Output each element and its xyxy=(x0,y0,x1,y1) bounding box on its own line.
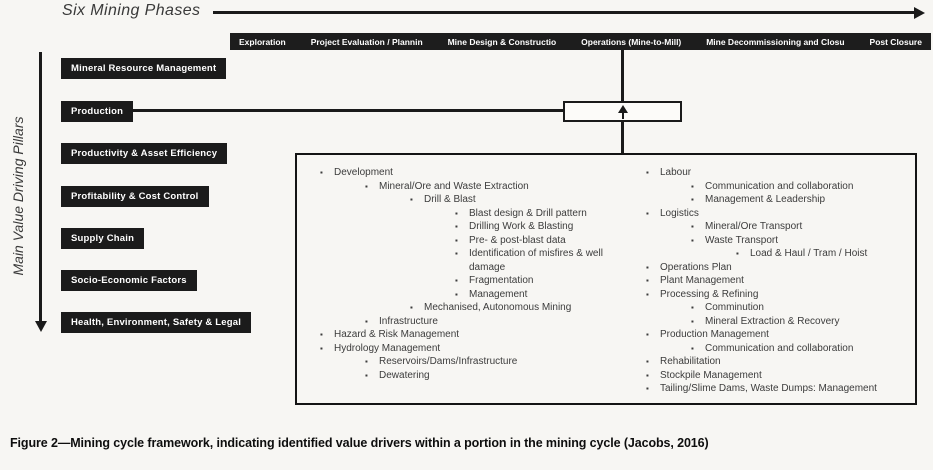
phases-axis-arrow-line xyxy=(213,11,916,14)
list-item: ▪ Infrastructure xyxy=(364,315,621,329)
sublist xyxy=(660,180,909,207)
sublist xyxy=(379,193,621,315)
list-item: ▪ Logistics ▪ Mineral/Ore Transport ▪ Waste Transport ▪ Load & Haul / Tram / Hoist xyxy=(645,207,909,261)
value-drivers-box xyxy=(295,153,917,405)
phase-project-evaluation-planning: Project Evaluation / Plannin xyxy=(310,36,423,47)
list-item: ▪ Communication and collaboration xyxy=(690,342,909,356)
arrow-up-icon xyxy=(618,105,628,113)
list-item: ▪ Hydrology Management ▪ Reservoirs/Dams/Infrastructure ▪ Dewatering xyxy=(319,342,621,383)
phase-operations-mine-to-mill: Operations (Mine-to-Mill) xyxy=(581,36,682,47)
list-item: ▪ Mineral Extraction & Recovery xyxy=(690,315,909,329)
list-item: ▪ Rehabilitation xyxy=(645,355,909,369)
list-item: ▪ Drilling Work & Blasting xyxy=(454,220,621,234)
list-item: ▪ Management xyxy=(454,288,621,302)
list-item: ▪ Development ▪ Mineral/Ore and Waste Extraction ▪ Drill & Blast ▪ Blast design & Drill pattern ▪ Drilling Work & Blasting ▪ Pre- & post-blast data ▪ Identification of misfires & well damage ▪ Fragmentation ▪ Management ▪ Mechanised, Autonomous Mining ▪ Infrastructure xyxy=(319,166,621,328)
pillars-axis-title: Main Value Driving Pillars xyxy=(10,116,26,276)
sublist xyxy=(424,207,621,302)
list-item: ▪ Mechanised, Autonomous Mining xyxy=(409,301,621,315)
pillar-profitability-cost-control: Profitability & Cost Control xyxy=(61,186,209,207)
pillar-productivity-asset-efficiency: Productivity & Asset Efficiency xyxy=(61,143,227,164)
sublist xyxy=(660,342,909,356)
list-item: ▪ Production Management ▪ Communication and collaboration xyxy=(645,328,909,355)
list-item: ▪ Dewatering xyxy=(364,369,621,383)
list-item: ▪ Load & Haul / Tram / Hoist xyxy=(735,247,909,261)
list-item: ▪ Processing & Refining ▪ Comminution ▪ Mineral Extraction & Recovery xyxy=(645,288,909,329)
phase-exploration: Exploration xyxy=(239,36,286,47)
list-item: ▪ Hazard & Risk Management xyxy=(319,328,621,342)
sublist xyxy=(334,180,621,329)
sublist xyxy=(334,355,621,382)
list-item: ▪ Stockpile Management xyxy=(645,369,909,383)
value-drivers-right-list xyxy=(645,166,909,396)
list-item: ▪ Mineral/Ore Transport xyxy=(690,220,909,234)
list-item: ▪ Comminution xyxy=(690,301,909,315)
phases-axis-title: Six Mining Phases xyxy=(62,2,201,19)
list-item: ▪ Waste Transport ▪ Load & Haul / Tram / Hoist xyxy=(690,234,909,261)
operations-connector-line-top xyxy=(621,50,624,101)
list-item: ▪ Communication and collaboration xyxy=(690,180,909,194)
phase-mine-decommissioning-closure: Mine Decommissioning and Closu xyxy=(706,36,845,47)
pillar-production: Production xyxy=(61,101,133,122)
list-item: ▪ Management & Leadership xyxy=(690,193,909,207)
list-item: ▪ Mineral/Ore and Waste Extraction ▪ Drill & Blast ▪ Blast design & Drill pattern ▪ Drilling Work & Blasting ▪ Pre- & post-blast data ▪ Identification of misfires & well damage ▪ Fragmentation ▪ Management ▪ Mechanised, Autonomous Mining xyxy=(364,180,621,315)
list-item: ▪ Fragmentation xyxy=(454,274,621,288)
phase-mine-design-construction: Mine Design & Constructio xyxy=(447,36,557,47)
list-item: ▪ Blast design & Drill pattern xyxy=(454,207,621,221)
arrow-down-icon xyxy=(35,321,47,332)
list-item: ▪ Tailing/Slime Dams, Waste Dumps: Management xyxy=(645,382,909,396)
list-item: ▪ Identification of misfires & well damage xyxy=(454,247,621,274)
value-drivers-left-list xyxy=(319,166,621,382)
arrow-right-icon xyxy=(914,7,925,19)
list-item: ▪ Plant Management xyxy=(645,274,909,288)
value-drivers-left-column xyxy=(319,166,621,382)
pillar-supply-chain: Supply Chain xyxy=(61,228,144,249)
pillar-health-environment-safety-legal: Health, Environment, Safety & Legal xyxy=(61,312,251,333)
value-drivers-right-column xyxy=(645,166,909,396)
pillar-socio-economic-factors: Socio-Economic Factors xyxy=(61,270,197,291)
list-item: ▪ Labour ▪ Communication and collaboration ▪ Management & Leadership xyxy=(645,166,909,207)
sublist xyxy=(660,220,909,261)
figure-caption: Figure 2—Mining cycle framework, indicating identified value drivers within a portion in the mining cycle (Jacobs, 2016) xyxy=(10,436,709,450)
pillar-mineral-resource-management: Mineral Resource Management xyxy=(61,58,226,79)
pillars-axis-arrow-line xyxy=(39,52,42,322)
list-item: ▪ Reservoirs/Dams/Infrastructure xyxy=(364,355,621,369)
phase-post-closure: Post Closure xyxy=(869,36,922,47)
mining-phases-bar xyxy=(230,33,931,50)
sublist xyxy=(660,301,909,328)
sublist xyxy=(705,247,909,261)
list-item: ▪ Operations Plan xyxy=(645,261,909,275)
production-connector-line xyxy=(128,109,565,112)
list-item: ▪ Pre- & post-blast data xyxy=(454,234,621,248)
operations-connector-line-bottom xyxy=(621,121,624,154)
list-item: ▪ Drill & Blast ▪ Blast design & Drill pattern ▪ Drilling Work & Blasting ▪ Pre- & post-blast data ▪ Identification of misfires & well damage ▪ Fragmentation ▪ Management xyxy=(409,193,621,301)
up-arrow-stem xyxy=(622,112,624,119)
